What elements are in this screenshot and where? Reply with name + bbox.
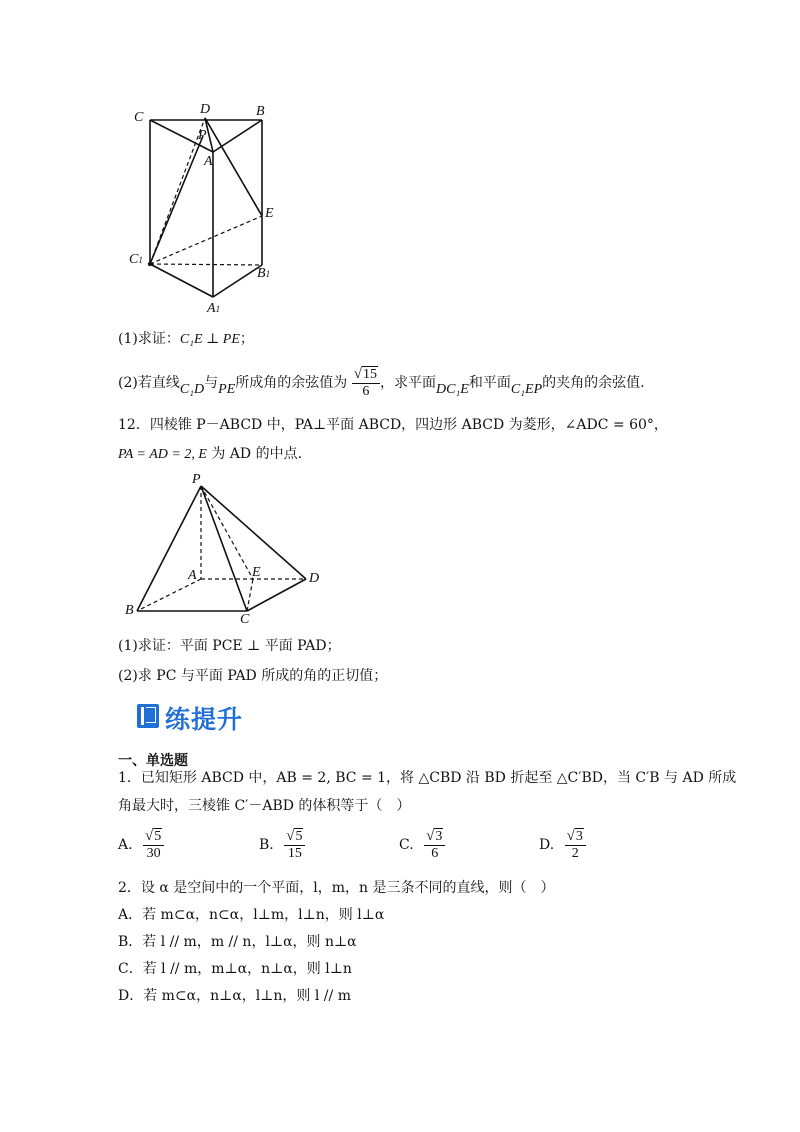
q12-part1: (1)求证：平面 PCE ⊥ 平面 PAD； — [118, 638, 341, 654]
label-C1: C1 — [129, 252, 143, 267]
label-P: P — [198, 128, 207, 143]
mc2-stem: 2．设 α 是空间中的一个平面，l，m，n 是三条不同的直线，则（ ） — [118, 880, 555, 896]
q11-part1: (1)求证：C₁E ⊥ PE； — [118, 331, 254, 347]
label-E2: E — [252, 565, 261, 580]
label-A: A — [204, 154, 213, 169]
edge-PC — [201, 486, 247, 611]
mc1-line2: 角最大时，三棱锥 C′－ABD 的体积等于（ ） — [118, 798, 411, 814]
label-A1: A1 — [207, 301, 221, 316]
label-P2: P — [192, 472, 201, 487]
book-icon — [137, 704, 159, 728]
label-C: C — [134, 110, 144, 125]
edge-C1B1 — [150, 264, 262, 265]
q12-part2: (2)求 PC 与平面 PAD 所成的角的正切值； — [118, 668, 388, 684]
pyramid-figure — [130, 475, 320, 620]
q12-line1: 12．四棱锥 P－ABCD 中，PA⊥平面 ABCD，四边形 ABCD 为菱形，∠ADC = 60°， — [118, 417, 668, 433]
mc2-option-c[interactable]: C．若 l // m，m⊥α，n⊥α，则 l⊥n — [118, 961, 352, 977]
single-choice-heading: 一、单选题 — [118, 753, 188, 769]
edge-B1A1 — [213, 265, 262, 297]
label-B1: B1 — [257, 266, 271, 281]
label-E: E — [265, 206, 274, 221]
mc1-option-a[interactable]: A. √ 5 30 — [118, 828, 164, 862]
edge-CD — [247, 579, 306, 611]
edge-PE — [201, 486, 253, 579]
edge-C1P — [150, 136, 203, 264]
q12-line2: PA = AD = 2, E 为 AD 的中点. — [118, 446, 303, 462]
cos-fraction: √ 15 6 — [352, 366, 380, 400]
q11-part2: (2)若直线C₁D与PE所成角的余弦值为 √ 15 6 ，求平面DC₁E和平面C₁EP的夹角的余弦值. — [118, 366, 645, 399]
mc1-line1: 1．已知矩形 ABCD 中，AB = 2, BC = 1，将 △CBD 沿 BD 折起至 △C′BD，当 C′B 与 AD 所成 — [118, 770, 737, 786]
edge-C1A1 — [150, 264, 213, 297]
label-D: D — [200, 102, 211, 117]
mc2-option-a[interactable]: A．若 m⊂α，n⊂α，l⊥m，l⊥n，则 l⊥α — [118, 907, 385, 923]
edge-C1D — [150, 118, 205, 264]
label-C2: C — [240, 612, 250, 627]
label-B: B — [256, 104, 265, 119]
mc1-option-c[interactable]: C. √ 3 6 — [399, 828, 445, 862]
edge-PB — [137, 486, 201, 611]
edge-BA — [213, 120, 262, 152]
edge-CE — [247, 579, 253, 611]
mc1-option-d[interactable]: D. √ 3 2 — [539, 828, 586, 862]
label-B2: B — [125, 603, 134, 618]
section-title: 练提升 — [165, 705, 244, 734]
label-D2: D — [309, 571, 320, 586]
mc2-option-d[interactable]: D．若 m⊂α，n⊥α，l⊥n，则 l // m — [118, 988, 351, 1004]
label-A2: A — [188, 568, 197, 583]
mc2-option-b[interactable]: B．若 l // m，m // n，l⊥α，则 n⊥α — [118, 934, 357, 950]
mc1-option-b[interactable]: B. √ 5 15 — [259, 828, 305, 862]
